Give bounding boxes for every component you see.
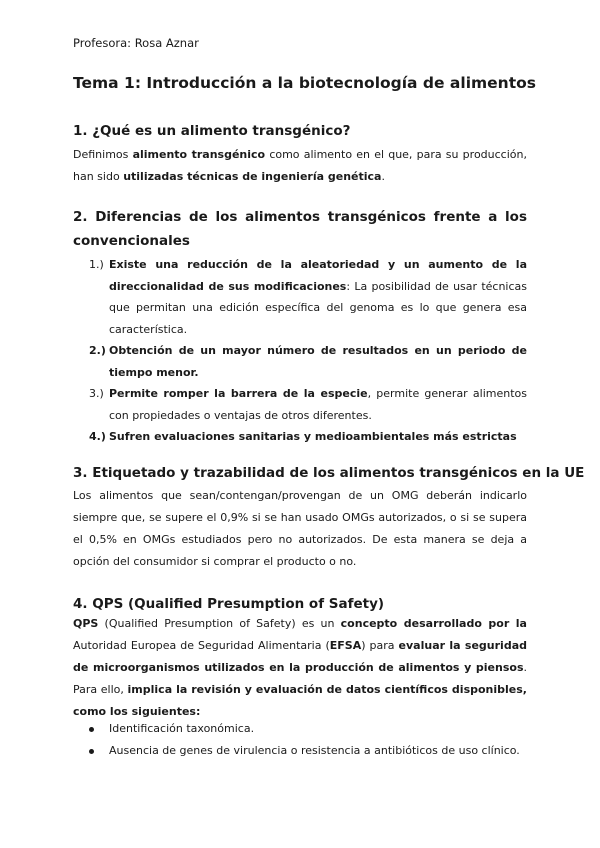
- list-item: [73, 740, 527, 762]
- list-number: 4.): [89, 430, 106, 443]
- list-item: [73, 426, 527, 448]
- heading-line: 2. Diferencias de los alimentos transgénicos frente a los: [73, 209, 527, 225]
- list-item: [73, 340, 527, 383]
- section-1-heading: 1. ¿Qué es un alimento transgénico?: [73, 123, 351, 139]
- bullet-text: Identificación taxonómica.: [109, 722, 255, 735]
- text-run: .: [381, 170, 385, 183]
- bold-run: implica la revisión y evaluación de datos científicos disponibles, como los siguientes:: [73, 683, 527, 718]
- bullet-text: Ausencia de genes de virulencia o resistencia a antibióticos de uso clínico.: [109, 744, 520, 757]
- list-item: [73, 254, 527, 340]
- bold-run: QPS: [73, 617, 99, 630]
- bold-run: EFSA: [329, 639, 362, 652]
- bullet-icon: [89, 749, 94, 754]
- bold-run: concepto desarrollado por la: [340, 617, 527, 630]
- list-item: [73, 718, 527, 740]
- text-run: . Para ello,: [73, 661, 527, 696]
- header-author: Profesora: Rosa Aznar: [73, 36, 199, 50]
- text-run: ) para: [361, 639, 399, 652]
- list-number: 2.): [89, 344, 106, 357]
- bold-run: Sufren evaluaciones sanitarias y medioambientales más estrictas: [109, 430, 517, 443]
- bullet-icon: [89, 727, 94, 732]
- differences-list: [73, 254, 527, 448]
- list-number: 3.): [89, 387, 104, 400]
- section-4-heading: 4. QPS (Qualified Presumption of Safety): [73, 596, 385, 612]
- bold-run: Existe una reducción de la aleatoriedad y un aumento de la direccionalidad de sus modificaciones: [109, 258, 527, 293]
- bold-run: alimento transgénico: [132, 148, 266, 161]
- bold-run: Permite romper la barrera de la especie: [109, 387, 368, 400]
- bold-run: utilizadas técnicas de ingeniería genética: [123, 170, 382, 183]
- text-run: Autoridad Europea de Seguridad Alimentaria (: [73, 639, 330, 652]
- section-2-heading: [73, 205, 527, 253]
- bold-run: Obtención de un mayor número de resultados en un periodo de tiempo menor.: [109, 344, 527, 379]
- text-run: Definimos: [73, 148, 133, 161]
- text-run: , permite generar alimentos con propiedades o ventajas de otros diferentes.: [109, 387, 527, 422]
- section-3-paragraph: Los alimentos que sean/contengan/provengan de un OMG deberán indicarlo siempre que, se supere el 0,9% si se han usado OMGs autorizados, o si se supera el 0,5% en OMGs estudiados pero no autorizados. De esta manera se deja a opción del consumidor si comprar el producto o no.: [73, 489, 527, 568]
- bold-run: evaluar la seguridad de microorganismos utilizados en la producción de alimentos y piensos: [73, 639, 527, 674]
- text-run: : La posibilidad de usar técnicas que permitan una edición específica del genoma es lo que genera esa característica.: [109, 279, 527, 336]
- section-1-paragraph: [73, 144, 527, 188]
- page-title: Tema 1: Introducción a la biotecnología de alimentos: [73, 74, 536, 92]
- section-3-heading: 3. Etiquetado y trazabilidad de los alimentos transgénicos en la UE: [73, 465, 585, 481]
- list-item: [73, 383, 527, 426]
- text-run: (Qualified Presumption of Safety) es un: [98, 617, 341, 630]
- section-4-paragraph: [73, 613, 527, 723]
- list-number: 1.): [89, 258, 104, 271]
- heading-line: convencionales: [73, 233, 190, 249]
- text-run: como alimento en el que, para su producción, han sido: [73, 148, 527, 183]
- qps-bullet-list: [73, 718, 527, 762]
